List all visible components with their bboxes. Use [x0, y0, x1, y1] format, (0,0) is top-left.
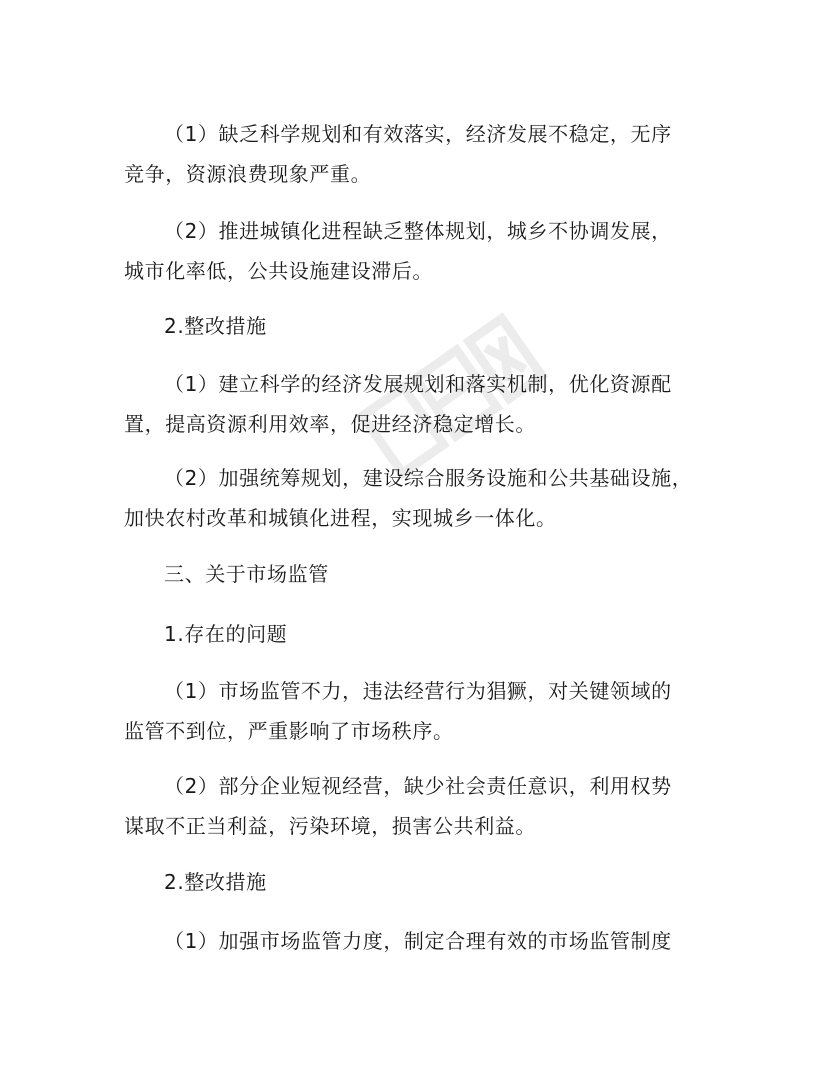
paragraph-line: （2）推进城镇化进程缺乏整体规划，城乡不协调发展， — [164, 219, 672, 243]
paragraph-problem-1 — [124, 114, 724, 194]
paragraph-line: 竞争，资源浪费现象严重。 — [124, 162, 372, 186]
paragraph-line: （2）加强统筹规划，建设综合服务设施和公共基础设施， — [164, 466, 693, 490]
paragraph-line: （1）缺乏科学规划和有效落实，经济发展不稳定，无序 — [164, 122, 672, 146]
paragraph-line: 城市化率低，公共设施建设滞后。 — [124, 259, 433, 283]
paragraph-measure-1 — [124, 364, 724, 444]
paragraph-market-measure-1 — [124, 921, 724, 961]
paragraph-problem-2 — [124, 211, 724, 291]
paragraph-market-problem-2 — [124, 766, 724, 846]
paragraph-line: （1）建立科学的经济发展规划和落实机制，优化资源配 — [164, 372, 672, 396]
paragraph-measure-2 — [124, 458, 724, 538]
paragraph-market-problem-1 — [124, 671, 724, 751]
paragraph-line: 置，提高资源利用效率，促进经济稳定增长。 — [124, 412, 536, 436]
paragraph-line: 谋取不正当利益，污染环境，损害公共利益。 — [124, 814, 536, 838]
section-heading-rectification-2: 2.整改措施 — [164, 870, 267, 894]
paragraph-line: （1）市场监管不力，违法经营行为猖獗，对关键领域的 — [164, 679, 672, 703]
paragraph-line: （2）部分企业短视经营，缺少社会责任意识，利用权势 — [164, 774, 672, 798]
section-heading-market-supervision: 三、关于市场监管 — [164, 562, 329, 586]
paragraph-line: （1）加强市场监管力度，制定合理有效的市场监管制度 — [164, 929, 672, 953]
section-heading-existing-problems: 1.存在的问题 — [164, 622, 288, 646]
paragraph-line: 监管不到位，严重影响了市场秩序。 — [124, 719, 454, 743]
section-heading-rectification: 2.整改措施 — [164, 314, 267, 338]
paragraph-line: 加快农村改革和城镇化进程，实现城乡一体化。 — [124, 506, 557, 530]
